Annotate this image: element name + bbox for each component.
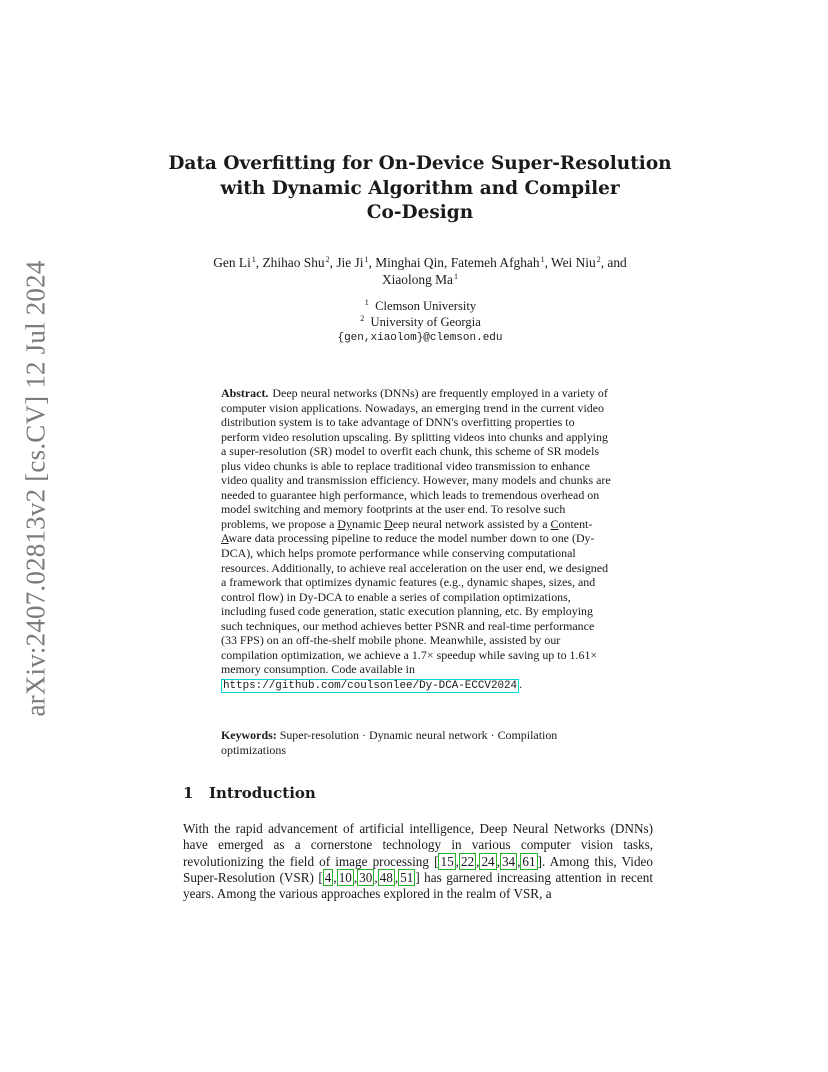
intro-text: ]. Among this, Video Super-Resolution (VSR) [: [183, 853, 653, 885]
citation-link[interactable]: 34: [501, 853, 516, 869]
affiliations: [250, 298, 590, 346]
author-name: Minghai Qin, Fatemeh Afghah: [375, 255, 540, 270]
abstract-heading: Abstract.: [221, 386, 269, 400]
abstract-paragraph: [221, 386, 613, 693]
intro-paragraph: With the rapid advancement of artificial intelligence, Deep Neural Networks (DNNs) have emerged as a cornerstone technology in various computer vision tasks, revolutionizing the field of image processing [ 15 , 22 , 24 , 34 , 61 ]. Among this, Video Super-Resolution (VSR) [ 4 , 10 , 30 , 48 , 51 ] has garnered increasing attention in recent years. Among the various approaches explored in the realm of VSR, a: [183, 821, 653, 902]
author-affil-mark: 1: [454, 272, 459, 281]
author-name: Wei Niu: [551, 255, 596, 270]
keywords: [221, 728, 613, 757]
section-number: 1: [183, 784, 194, 802]
keywords-heading: Keywords:: [221, 728, 277, 742]
intro-text: With the rapid advancement of artificial intelligence, Deep Neural Networks (DNNs) have emerged as a cornerstone technology in various computer vision tasks, revolutionizing the field of image processing [: [183, 821, 653, 869]
author-affil-mark: 1: [251, 255, 256, 264]
arxiv-identifier: arXiv:2407.02813v2 [cs.CV] 12 Jul 2024: [20, 259, 51, 717]
author-affil-mark: 2: [325, 255, 330, 264]
affiliation-line: [250, 314, 590, 330]
title-line: with Dynamic Algorithm and Compiler: [220, 177, 620, 199]
author-name: Zhihao Shu: [262, 255, 325, 270]
abstract: [221, 386, 613, 693]
affiliation-name: University of Georgia: [370, 315, 481, 329]
abstract-text: eep neural network assisted by a: [392, 516, 551, 531]
citation-link[interactable]: 30: [359, 869, 373, 885]
citation-link[interactable]: 24: [481, 853, 495, 869]
acronym-underline: D: [384, 516, 393, 531]
author-conjunction: , and: [600, 255, 627, 270]
abstract-text: Deep neural networks (DNNs) are frequently employed in a variety of computer vision applications. Nowadays, an emerging trend in the current video distribution system is to take advantage of DNN's overfitting properties to perform video resolution upscaling. By splitting videos into chunks and applying a super-resolution (SR) model to overfit each chunk, this scheme of SR models plus video chunks is able to replace traditional video transmission to enhance video quality and transmission efficiency. However, many models and chunks are needed to guarantee high performance, which leads to tremendous overhead on model switching and memory footprints at the user end. To resolve such problems, we propose a: [221, 386, 611, 531]
author-name: Xiaolong Ma: [381, 272, 454, 287]
acronym-underline: Dy: [337, 516, 352, 531]
affiliation-mark: 2: [360, 314, 365, 323]
abstract-end: .: [519, 676, 523, 691]
author-list: Gen Li$^1$, Zhihao Shu$^2$, Jie Ji$^1$, Minghai Qin, Fatemeh Afghah$^1$, Wei Niu$^2$, and Xiaolong Ma$^1$: [213, 255, 627, 287]
citation-link[interactable]: 4: [324, 869, 332, 885]
section-heading: [183, 784, 316, 802]
arxiv-sidebar-stamp: [14, 259, 58, 717]
author-name: Jie Ji: [336, 255, 364, 270]
citation-link[interactable]: 15: [440, 853, 454, 869]
title-line: Data Overfitting for On-Device Super-Resolution: [168, 153, 672, 174]
abstract-text: data processing pipeline to reduce the model number down to one (Dy-DCA), which helps promote performance while conserving computational resources. Additionally, to achieve real acceleration on the user end, we designed a framework that optimizes dynamic features (e.g., dynamic shapes, sizes, and control flow) in Dy-DCA to enable a series of compilation optimizations, including fused code generation, static execution planning, etc. By employing such techniques, our method achieves better PSNR and real-time performance (33 FPS) on an off-the-shelf mobile phone. Meanwhile, assisted by our compilation optimization, we achieve a 1.7× speedup while saving up to 1.61× memory consumption. Code available in: [221, 531, 609, 677]
citation-link[interactable]: 51: [400, 869, 414, 885]
intro-text: ] has garnered increasing attention in recent years. Among the various approaches explored in the realm of VSR, a: [183, 869, 653, 902]
citation-link[interactable]: 22: [460, 853, 475, 869]
author-affil-mark: 1: [364, 255, 369, 264]
abstract-text: namic: [351, 516, 385, 531]
affiliation-name: Clemson University: [375, 299, 477, 313]
abstract-text: ware: [228, 531, 252, 546]
acronym-underline: A: [221, 531, 229, 546]
author-affil-mark: 2: [596, 255, 601, 264]
contact-email[interactable]: {gen,xiaolom}@clemson.edu: [337, 332, 503, 344]
citation-link[interactable]: 48: [379, 869, 393, 885]
citation-link[interactable]: 10: [338, 869, 352, 885]
keywords-text: Super-resolution · Dynamic neural network · Compilation optimizations: [221, 728, 558, 757]
affiliation-line: [250, 298, 590, 314]
section-title: Introduction: [209, 784, 316, 802]
author-affil-mark: 1: [540, 255, 545, 264]
title-line: Co-Design: [366, 202, 474, 223]
affiliation-mark: 1: [364, 298, 369, 307]
citation-link[interactable]: 61: [522, 853, 536, 869]
abstract-text: ontent-: [558, 516, 593, 531]
paper-title: [160, 152, 680, 226]
author-name: Gen Li: [213, 255, 251, 270]
acronym-underline: C: [550, 516, 559, 531]
code-link[interactable]: https://github.com/coulsonlee/Dy-DCA-ECCV2024: [223, 679, 518, 692]
